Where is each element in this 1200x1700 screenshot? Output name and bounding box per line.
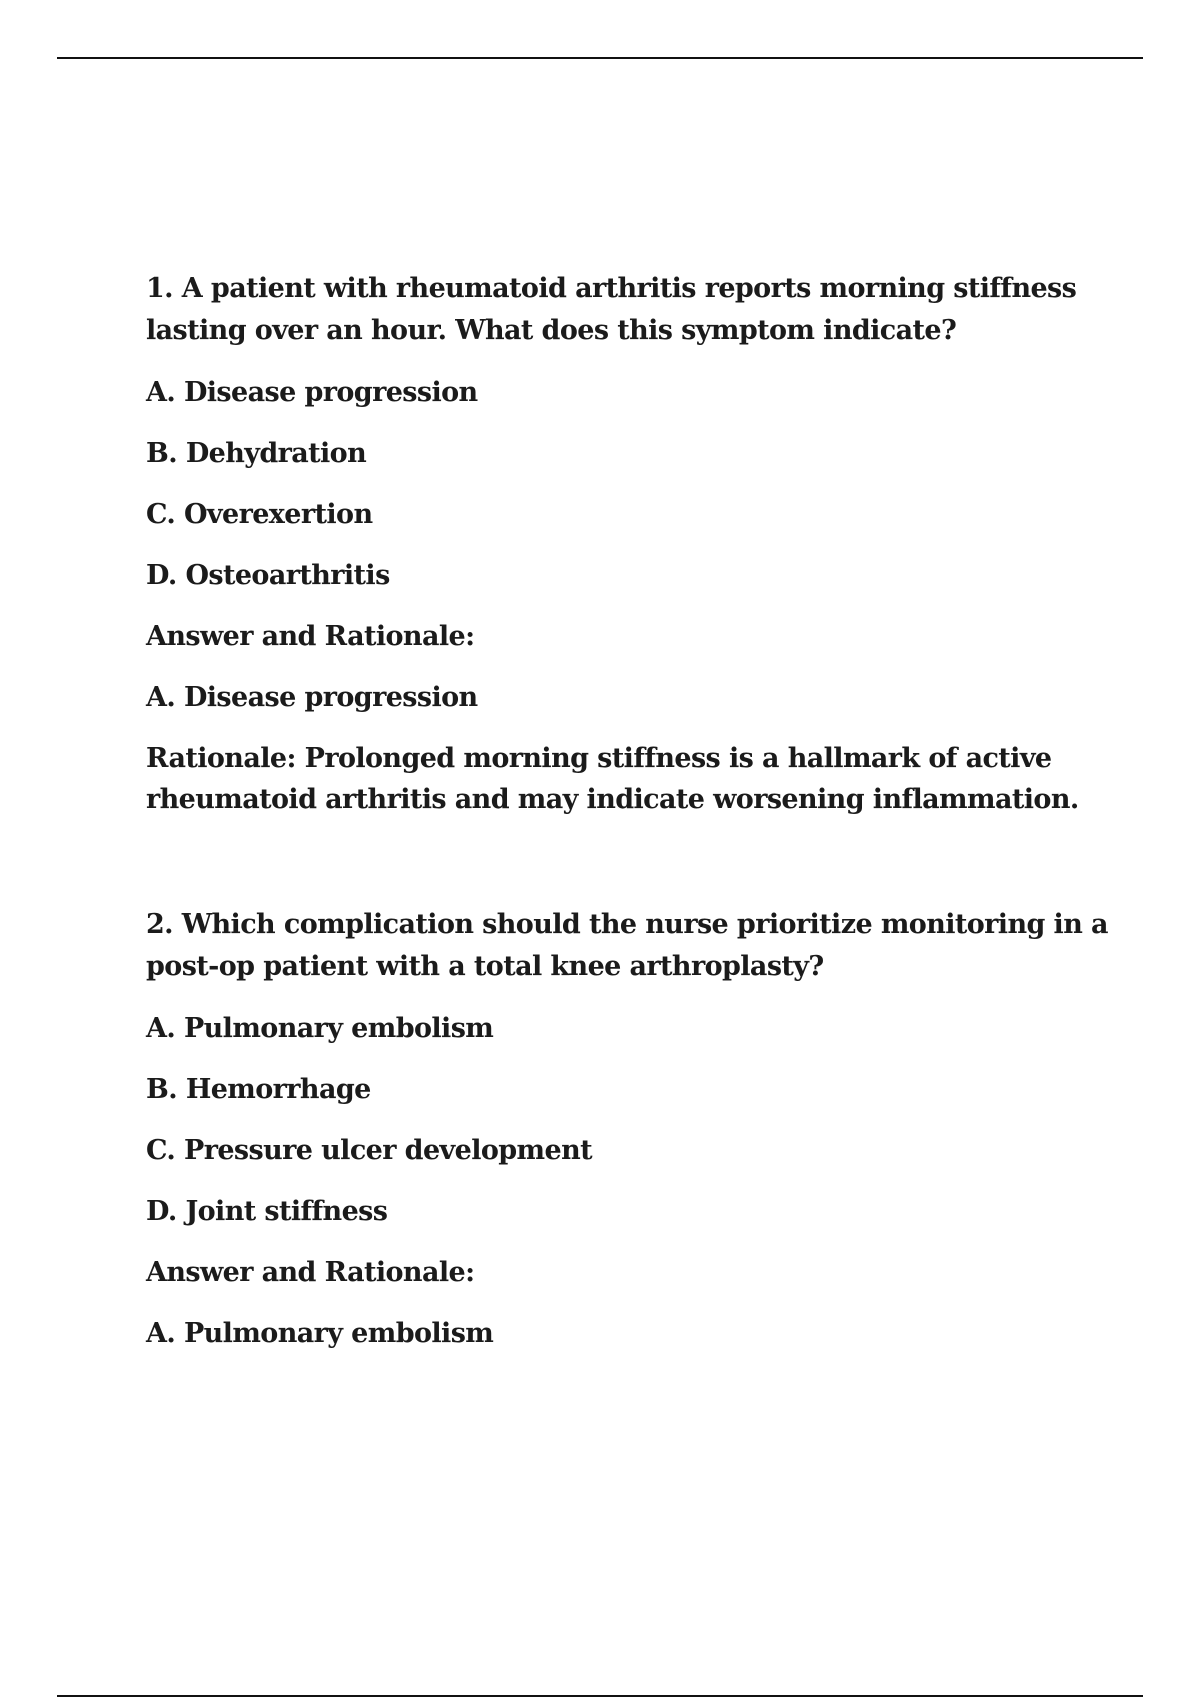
question-text: post-op patient with a total knee arthroplasty? bbox=[146, 951, 824, 982]
question-text: 1. A patient with rheumatoid arthritis reports morning stiffness bbox=[146, 273, 1077, 304]
answer-heading: Answer and Rationale: bbox=[146, 1257, 475, 1288]
option-c: C. Pressure ulcer development bbox=[146, 1135, 593, 1166]
rationale: Rationale: Prolonged morning stiffness is a hallmark of active bbox=[146, 743, 1052, 774]
answer: A. Disease progression bbox=[146, 682, 478, 713]
option-b: B. Dehydration bbox=[146, 438, 367, 469]
option-a: A. Disease progression bbox=[146, 377, 478, 408]
document-body bbox=[146, 268, 1108, 1354]
option-a: A. Pulmonary embolism bbox=[146, 1013, 494, 1044]
footer-rule bbox=[57, 1695, 1143, 1697]
question-1 bbox=[146, 268, 1096, 820]
option-c: C. Overexertion bbox=[146, 499, 373, 530]
question-2 bbox=[146, 904, 1108, 1354]
question-text: lasting over an hour. What does this symptom indicate? bbox=[146, 315, 957, 346]
header-rule bbox=[57, 57, 1143, 59]
answer-heading: Answer and Rationale: bbox=[146, 621, 475, 652]
question-text: 2. Which complication should the nurse prioritize monitoring in a bbox=[146, 909, 1108, 940]
option-b: B. Hemorrhage bbox=[146, 1074, 371, 1105]
answer: A. Pulmonary embolism bbox=[146, 1318, 494, 1349]
rationale: rheumatoid arthritis and may indicate worsening inflammation. bbox=[146, 784, 1079, 815]
option-d: D. Joint stiffness bbox=[146, 1196, 388, 1227]
option-d: D. Osteoarthritis bbox=[146, 560, 390, 591]
